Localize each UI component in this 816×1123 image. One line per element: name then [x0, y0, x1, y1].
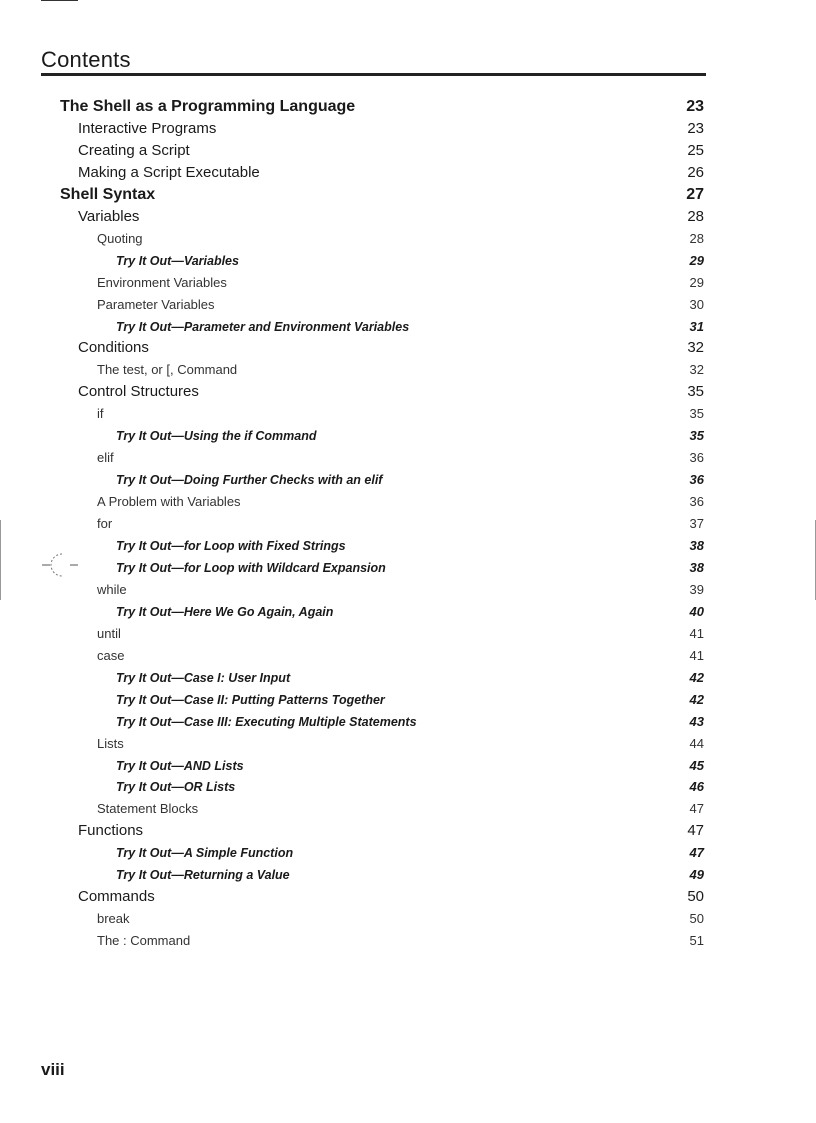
toc-entry-page: 26: [687, 163, 704, 181]
header-rule: [41, 73, 706, 76]
toc-entry-title: Control Structures: [78, 383, 199, 401]
toc-entry-try-it-out[interactable]: [0, 689, 816, 711]
toc-entry-try-it-out[interactable]: [0, 316, 816, 338]
toc-entry-page: 40: [689, 603, 704, 619]
toc-entry-page: 43: [689, 713, 704, 729]
toc-entry-title: A Problem with Variables: [97, 494, 241, 510]
toc-entry-page: 47: [689, 801, 704, 817]
toc-entry-page: 42: [689, 669, 704, 685]
toc-entry-title: Try It Out—Here We Go Again, Again: [116, 604, 334, 619]
toc-entry-try-it-out[interactable]: [0, 425, 816, 447]
toc-entry-title: Try It Out—Variables: [116, 253, 239, 268]
toc-entry-title: while: [97, 581, 127, 597]
toc-entry[interactable]: [0, 623, 816, 645]
toc-entry-title: Creating a Script: [78, 141, 190, 159]
toc-entry-title: Try It Out—AND Lists: [116, 758, 244, 773]
toc-entry-title: Functions: [78, 822, 144, 840]
toc-entry-page: 41: [689, 647, 704, 663]
toc-entry-title: case: [97, 647, 125, 663]
toc-entry-page: 50: [689, 911, 704, 927]
toc-entry-page: 36: [689, 494, 704, 510]
toc-entry-title: Try It Out—Case II: Putting Patterns Together: [116, 692, 385, 707]
toc-entry[interactable]: [0, 140, 816, 162]
toc-entry-title: Try It Out—for Loop with Fixed Strings: [116, 539, 346, 553]
toc-entry-page: 32: [689, 362, 704, 378]
toc-entry[interactable]: [0, 820, 816, 842]
toc-entry[interactable]: [0, 579, 816, 601]
toc-entry[interactable]: [0, 513, 816, 535]
toc-entry[interactable]: [0, 96, 816, 118]
toc-entry-title: Try It Out—Using the if Command: [116, 429, 317, 444]
toc-entry-page: 47: [689, 845, 704, 861]
toc-entry-page: 41: [689, 625, 704, 641]
toc-entry[interactable]: [0, 447, 816, 469]
toc-entry-try-it-out[interactable]: [0, 776, 816, 798]
toc-entry-title: Variables: [78, 207, 140, 225]
toc-entry-title: for: [97, 516, 113, 532]
toc-entry-page: 35: [687, 383, 704, 401]
toc-entry-page: 50: [687, 888, 704, 906]
toc-entry-page: 42: [689, 691, 704, 707]
top-rule: [41, 0, 78, 1]
toc-entry-title: Shell Syntax: [60, 185, 156, 203]
toc-entry-page: 36: [689, 450, 704, 466]
toc-entry-title: Try It Out—Case I: User Input: [116, 670, 291, 685]
toc-entry-page: 29: [689, 252, 704, 268]
toc-entry-title: Try It Out—Parameter and Environment Variables: [116, 319, 410, 334]
toc-entry-page: 32: [687, 339, 704, 357]
toc-entry-try-it-out[interactable]: [0, 864, 816, 886]
toc-entry-page: 44: [689, 735, 704, 751]
toc-entry[interactable]: [0, 337, 816, 359]
toc-entry-page: 28: [687, 207, 704, 225]
toc-entry-title: Try It Out—for Loop with Wildcard Expansion: [116, 560, 386, 575]
toc-entry-page: 23: [686, 98, 704, 115]
toc-entry-page: 51: [689, 933, 704, 949]
toc-entry-page: 25: [687, 141, 704, 159]
toc-entry[interactable]: [0, 359, 816, 381]
toc-entry-page: 37: [689, 516, 704, 532]
toc-entry-page: 39: [689, 581, 704, 597]
toc-entry-try-it-out[interactable]: [0, 755, 816, 777]
toc-entry-page: 47: [687, 822, 704, 840]
toc-entry-title: Try It Out—OR Lists: [116, 780, 236, 795]
toc-entry[interactable]: [0, 491, 816, 513]
toc-entry-title: until: [97, 625, 121, 641]
toc-entry-title: Commands: [78, 888, 155, 906]
toc-entry-try-it-out[interactable]: [0, 469, 816, 491]
toc-entry[interactable]: [0, 184, 816, 206]
page-title: Contents: [41, 47, 131, 72]
toc-entry-try-it-out[interactable]: [0, 711, 816, 733]
toc-entry-page: 35: [689, 428, 704, 444]
toc-entry-page: 29: [689, 274, 704, 290]
toc-entry-title: Lists: [97, 735, 124, 751]
toc-entry[interactable]: [0, 733, 816, 755]
toc-entry-title: break: [97, 911, 130, 927]
toc-entry-try-it-out[interactable]: [0, 667, 816, 689]
toc-entry[interactable]: [0, 206, 816, 228]
toc-entry-page: 30: [689, 296, 704, 312]
toc-entry[interactable]: [0, 798, 816, 820]
toc-entry[interactable]: [0, 118, 816, 140]
toc-entry[interactable]: [0, 645, 816, 667]
toc-entry-title: Try It Out—Case III: Executing Multiple Statements: [116, 714, 417, 729]
toc-entry-page: 35: [689, 406, 704, 422]
toc-entry-title: Parameter Variables: [97, 296, 215, 312]
toc-entry-title: if: [97, 406, 104, 422]
toc-entry[interactable]: [0, 294, 816, 316]
toc-entry-page: 38: [689, 559, 704, 575]
toc-entry-try-it-out[interactable]: [0, 842, 816, 864]
toc-entry-try-it-out[interactable]: [0, 557, 816, 579]
toc-entry-try-it-out[interactable]: [0, 601, 816, 623]
toc-entry[interactable]: [0, 886, 816, 908]
toc-entry-title: Conditions: [78, 339, 149, 357]
toc-entry-title: Try It Out—A Simple Function: [116, 846, 294, 861]
toc-entry-title: The test, or [, Command: [97, 362, 238, 378]
toc-entry-try-it-out[interactable]: [0, 535, 816, 557]
toc-entry[interactable]: [0, 930, 816, 952]
toc-entry-title: The Shell as a Programming Language: [60, 98, 356, 115]
toc-entry-title: Interactive Programs: [78, 119, 217, 137]
toc-entry-page: 36: [689, 472, 704, 488]
toc-entry-title: Making a Script Executable: [78, 163, 260, 181]
toc-entry[interactable]: [0, 228, 816, 250]
toc-entry-page: 45: [689, 757, 704, 773]
toc-entry-page: 38: [689, 538, 704, 553]
toc-entry[interactable]: [0, 272, 816, 294]
toc-entry-try-it-out[interactable]: [0, 250, 816, 272]
toc-entry-title: Quoting: [97, 230, 143, 246]
toc-entry-title: Try It Out—Doing Further Checks with an elif: [116, 473, 383, 488]
toc-entry-title: Statement Blocks: [97, 801, 199, 817]
toc-entry-title: The : Command: [97, 933, 191, 949]
toc-entry[interactable]: [0, 908, 816, 930]
toc-entry-page: 49: [689, 867, 704, 883]
toc-entry[interactable]: [0, 381, 816, 403]
toc-entry-page: 27: [686, 185, 704, 203]
toc-entry-page: 31: [689, 318, 704, 334]
toc-entry-title: Try It Out—Returning a Value: [116, 868, 290, 883]
toc-entry-page: 23: [687, 119, 704, 137]
page-number: viii: [41, 1060, 65, 1079]
toc-entry-title: Environment Variables: [97, 274, 227, 290]
toc-entry-title: elif: [97, 450, 114, 466]
toc-entry[interactable]: [0, 403, 816, 425]
toc-entry[interactable]: [0, 162, 816, 184]
toc-entry-page: 46: [689, 779, 704, 795]
toc-entry-page: 28: [689, 230, 704, 246]
